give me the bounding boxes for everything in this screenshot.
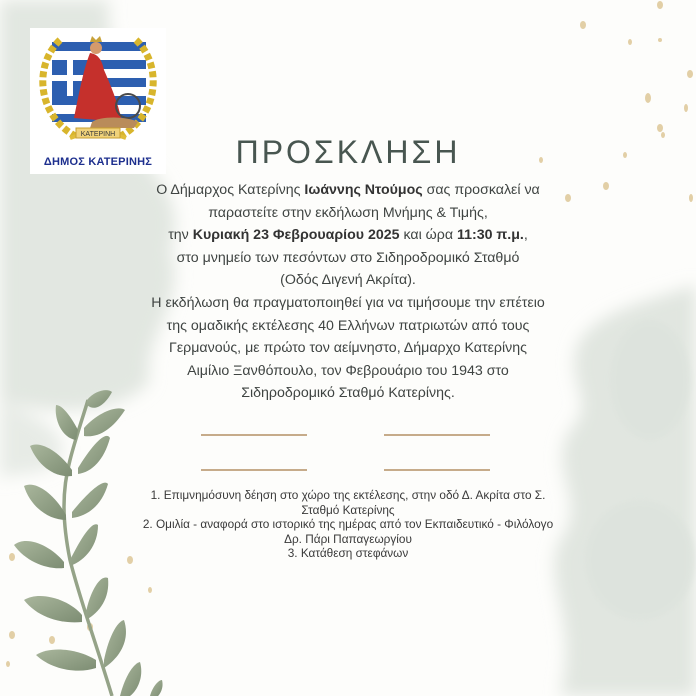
text-span: Ο Δήμαρχος Κατερίνης: [156, 182, 305, 198]
divider-line: [384, 434, 490, 436]
event-location: (Οδός Διγενή Ακρίτα).: [280, 272, 416, 289]
svg-text:ΚΑΤΕΡΙΝΗ: ΚΑΤΕΡΙΝΗ: [80, 131, 116, 138]
body-line: παραστείτε στην εκδήλωση Μνήμης & Τιμής,: [208, 204, 488, 221]
event-time: 11:30 π.μ.: [456, 227, 524, 244]
logo-caption: ΔΗΜΟΣ ΚΑΤΕΡΙΝΗΣ: [43, 156, 153, 168]
body-line: Η εκδήλωση θα πραγματοποιηθεί για να τιμήσουμε την επέτειο: [151, 294, 545, 311]
body-line: της ομαδικής εκτέλεσης 40 Ελλήνων πατριωτών από τους: [166, 317, 530, 334]
body-line: Γερμανούς, με πρώτο τον αείμνηστο, Δήμαρχο Κατερίνης: [169, 340, 527, 357]
body-line: Σιδηροδρομικό Σταθμό Κατερίνης.: [241, 385, 455, 402]
divider-line: [384, 469, 490, 471]
body-line: [110, 224, 586, 247]
body-line: [110, 179, 586, 202]
mayor-name: Ιωάννης Ντούμος: [304, 182, 423, 198]
invitation-body: [110, 179, 586, 405]
event-date: Κυριακή 23 Φεβρουαρίου 2025: [192, 227, 400, 244]
text-span: και ώρα: [399, 227, 457, 244]
divider-line: [201, 469, 307, 471]
text-span: την: [168, 227, 193, 244]
event-program: [100, 488, 596, 561]
divider-line: [201, 434, 307, 436]
invitation-title: ΠΡΟΣΚΛΗΣΗ: [235, 134, 461, 170]
program-item: 2. Ομιλία - αναφορά στο ιστορικό της ημέρας από τον Εκπαιδευτικό - Φιλόλογο: [142, 517, 554, 532]
program-item-continued: Δρ. Πάρι Παπαγεωργίου: [284, 531, 412, 546]
program-item-continued: Σταθμό Κατερίνης: [301, 502, 395, 517]
program-item: 3. Κατάθεση στεφάνων: [287, 546, 409, 561]
program-item: 1. Επιμνημόσυνη δέηση στο χώρο της εκτέλεσης, στην οδό Δ. Ακρίτα στο Σ.: [150, 488, 546, 502]
text-span: σας προσκαλεί να: [422, 182, 540, 198]
text-span: ,: [523, 227, 528, 244]
body-line: στο μνημείο των πεσόντων στο Σιδηροδρομικό Σταθμό: [176, 249, 520, 266]
body-line: Αιμίλιο Ξανθόπουλο, τον Φεβρουάριο του 1943 στο: [187, 362, 509, 379]
